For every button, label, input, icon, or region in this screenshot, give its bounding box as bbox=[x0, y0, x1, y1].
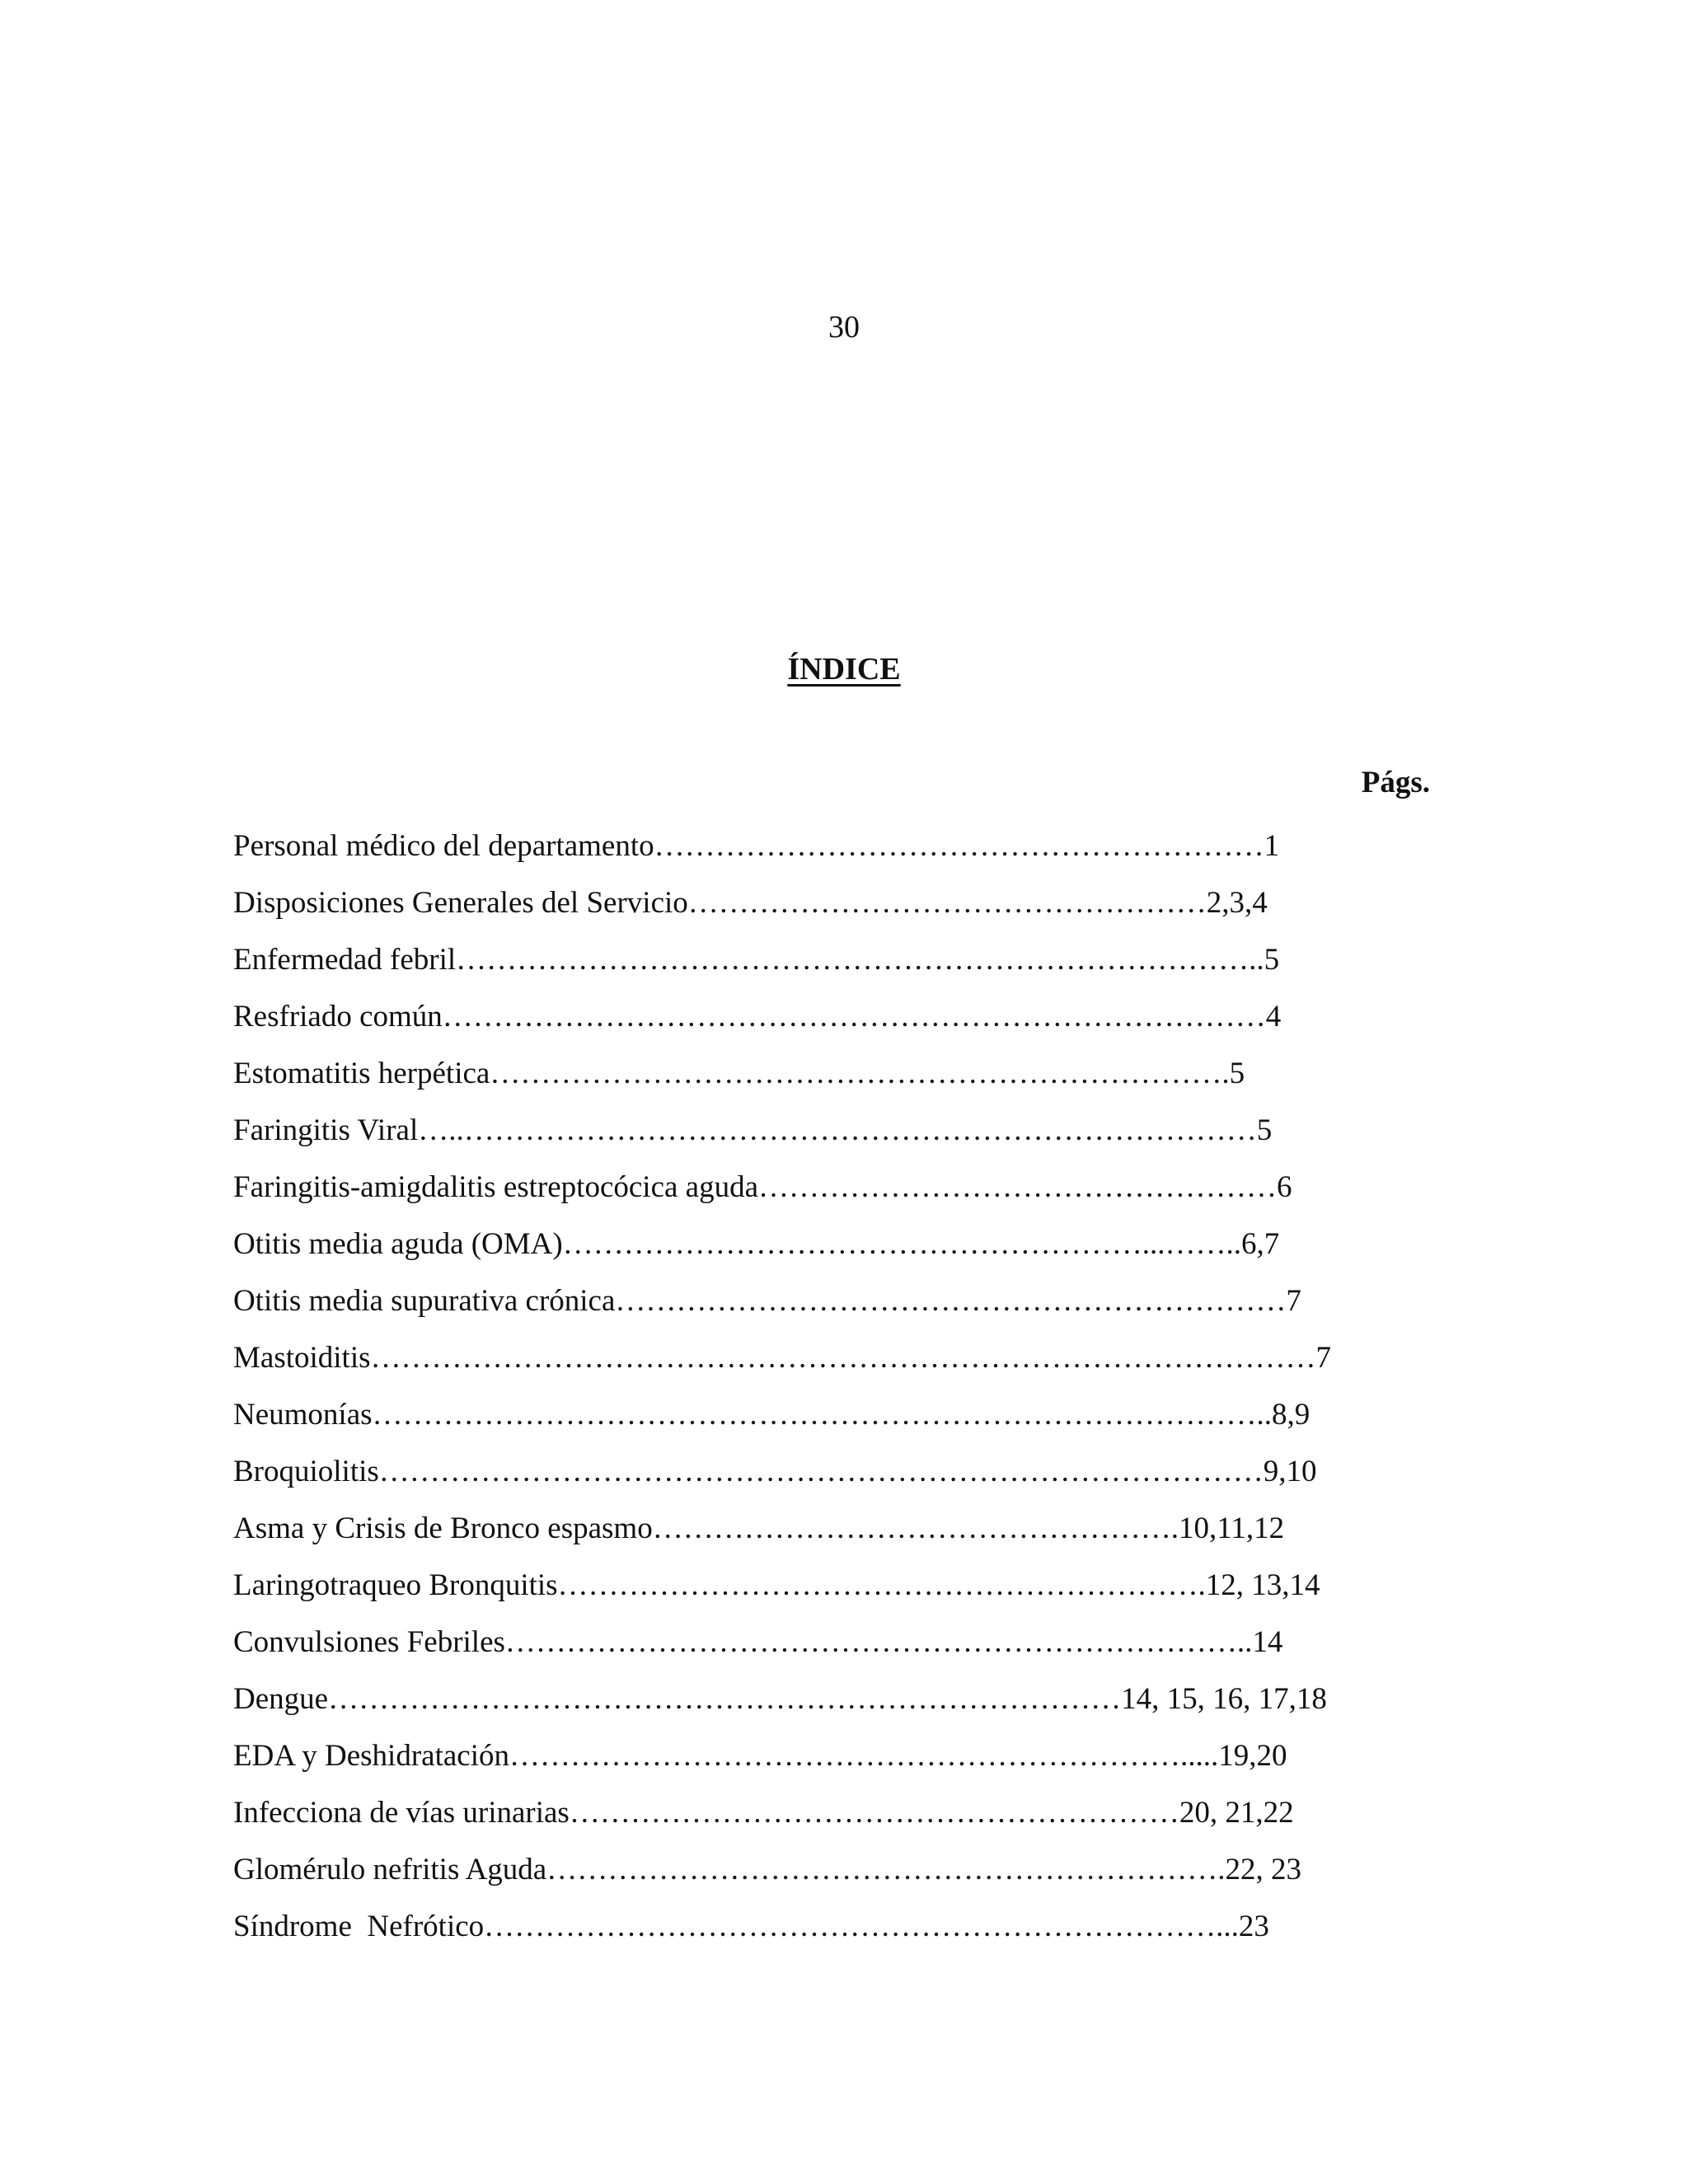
toc-entry: EDA y Deshidratación………………………………………………………….....19,20 bbox=[233, 1739, 1287, 1773]
toc-entry: Laringotraqueo Bronquitis……………………………………………………….12, 13,14 bbox=[233, 1568, 1320, 1602]
toc-entry: Otitis media aguda (OMA)…………………………………………………...……..6,7 bbox=[233, 1227, 1280, 1261]
toc-entry: Faringitis Viral…..……………………………………………………………………5 bbox=[233, 1113, 1273, 1147]
pages-column-header: Págs. bbox=[1361, 766, 1430, 799]
toc-entry: Glomérulo nefritis Aguda………………………………………………………….22, 23 bbox=[233, 1853, 1301, 1886]
toc-entry: Broquiolitis……………………………………………………………………………9,10 bbox=[233, 1455, 1317, 1488]
toc-entry: Mastoiditis…………………………………………………………………………………7 bbox=[233, 1341, 1332, 1375]
toc-entry: Infecciona de vías urinarias……………………………………………………20, 21,22 bbox=[233, 1796, 1294, 1830]
toc-entry: Enfermedad febril……………………………………………………………………..5 bbox=[233, 943, 1280, 977]
toc-entry: Asma y Crisis de Bronco espasmo…………………………………………….10,11,12 bbox=[233, 1511, 1285, 1545]
toc-entry: Resfriado común………………………………………………………………………4 bbox=[233, 1000, 1282, 1033]
toc-entry: Estomatitis herpética……………………………………………………………….5 bbox=[233, 1057, 1245, 1090]
page-number: 30 bbox=[828, 310, 860, 344]
toc-entry: Otitis media supurativa crónica…………………………………………………………7 bbox=[233, 1284, 1301, 1318]
toc-entry: Síndrome Nefrótico………………………………………………………………...23 bbox=[233, 1910, 1269, 1943]
toc-entry: Neumonías……………………………………………………………………………..8,9 bbox=[233, 1398, 1311, 1432]
toc-title bbox=[0, 649, 1688, 690]
toc-entry: Dengue……………………………………………………………………14, 15, 16, 17,18 bbox=[233, 1682, 1327, 1716]
toc-title-text: ÍNDICE bbox=[787, 652, 901, 687]
toc-entry: Disposiciones Generales del Servicio……………………………………………2,3,4 bbox=[233, 886, 1268, 920]
toc-entry: Faringitis-amigdalitis estreptocócica aguda……………………………………………6 bbox=[233, 1170, 1292, 1204]
toc-entry: Personal médico del departamento……………………………………………………1 bbox=[233, 829, 1280, 863]
toc-entry: Convulsiones Febriles………………………………………………………………..14 bbox=[233, 1625, 1283, 1659]
